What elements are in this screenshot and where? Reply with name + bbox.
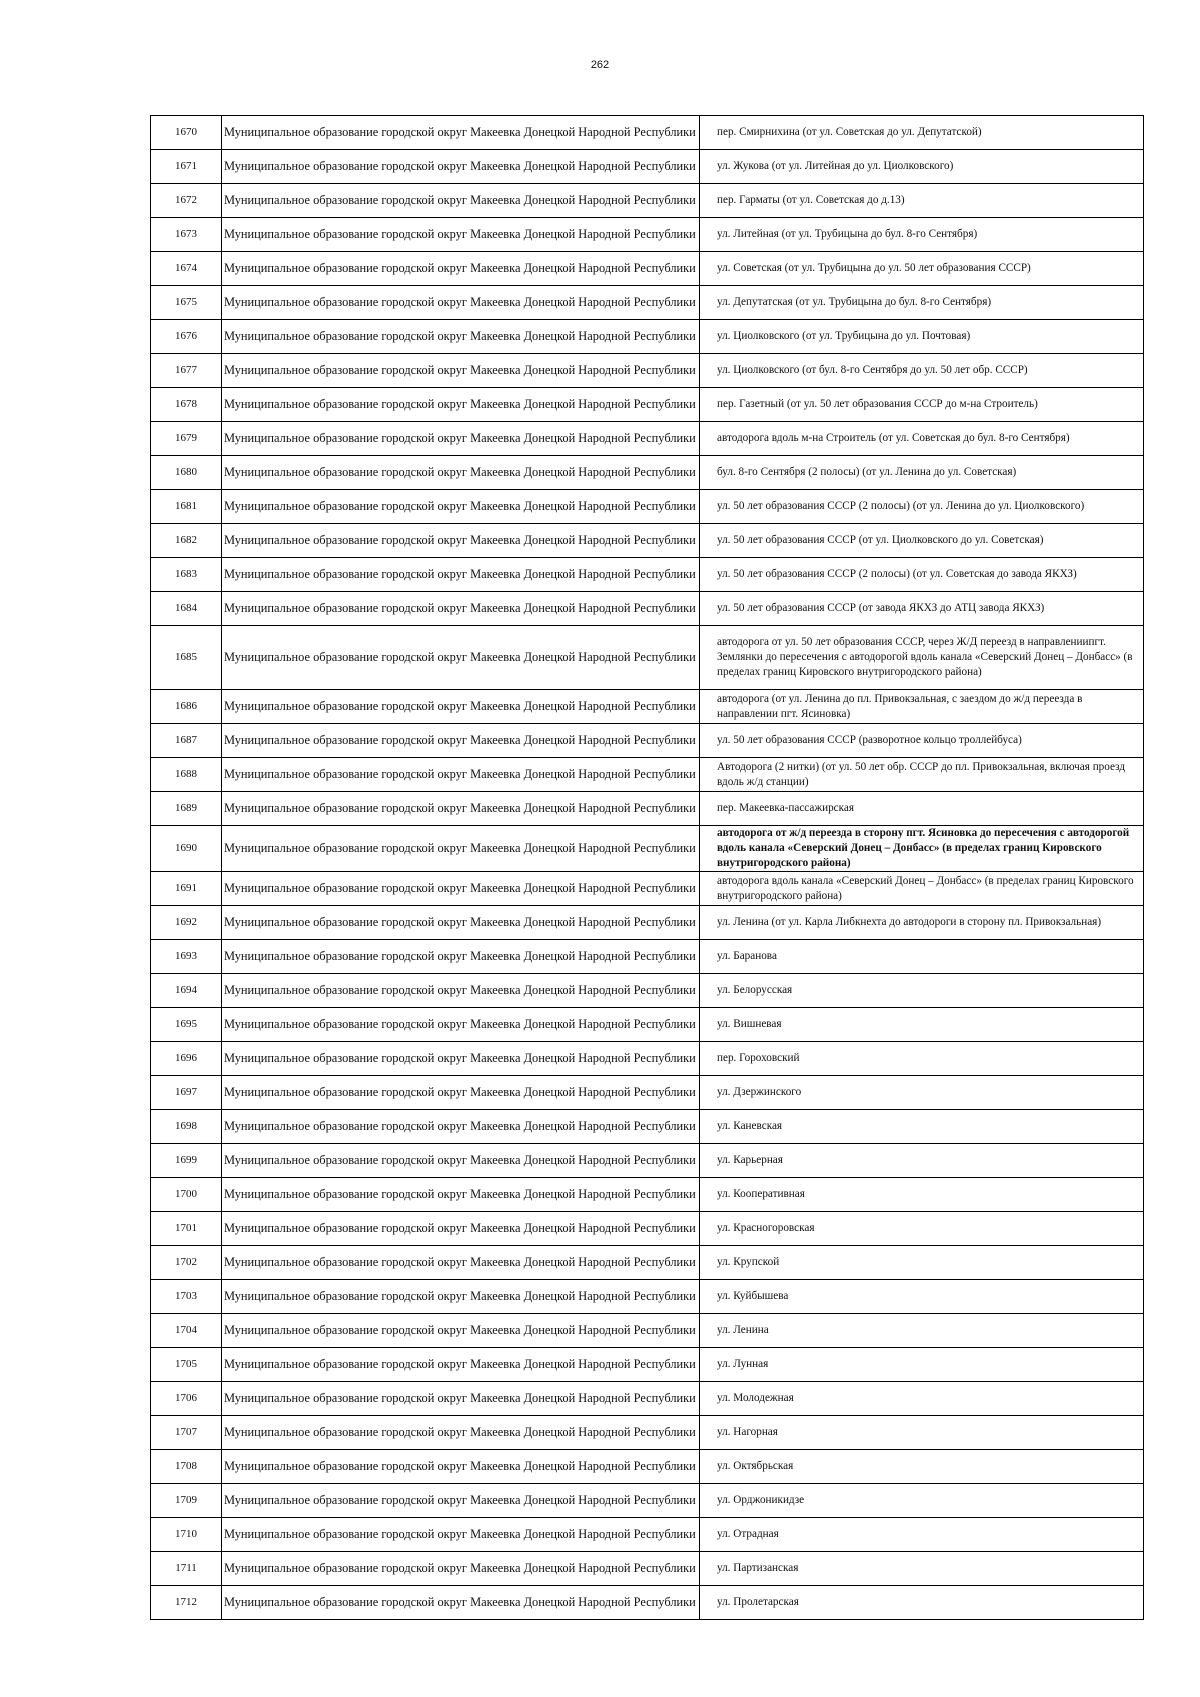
table-row — [151, 286, 1144, 320]
street-cell: пер. Гороховский — [700, 1042, 1144, 1076]
table-row — [151, 150, 1144, 184]
municipality-cell: Муниципальное образование городской округ Макеевка Донецкой Народной Республики — [222, 218, 700, 252]
table-row — [151, 626, 1144, 690]
street-cell: Автодорога (2 нитки) (от ул. 50 лет обр. СССР до пл. Привокзальная, включая проезд вдоль ж/д станции) — [700, 758, 1144, 792]
street-cell: ул. Отрадная — [700, 1518, 1144, 1552]
municipality-cell: Муниципальное образование городской округ Макеевка Донецкой Народной Республики — [222, 758, 700, 792]
municipality-cell: Муниципальное образование городской округ Макеевка Донецкой Народной Республики — [222, 626, 700, 690]
municipality-cell: Муниципальное образование городской округ Макеевка Донецкой Народной Республики — [222, 1552, 700, 1586]
municipality-cell: Муниципальное образование городской округ Макеевка Донецкой Народной Республики — [222, 1076, 700, 1110]
municipality-cell: Муниципальное образование городской округ Макеевка Донецкой Народной Республики — [222, 1110, 700, 1144]
street-cell: ул. Красногоровская — [700, 1212, 1144, 1246]
row-number-cell: 1672 — [151, 184, 222, 218]
street-cell: пер. Смирнихина (от ул. Советская до ул. Депутатской) — [700, 116, 1144, 150]
row-number-cell: 1689 — [151, 792, 222, 826]
street-cell: ул. Октябрьская — [700, 1450, 1144, 1484]
street-cell: ул. 50 лет образования СССР (от ул. Циолковского до ул. Советская) — [700, 524, 1144, 558]
table-row — [151, 388, 1144, 422]
row-number-cell: 1687 — [151, 724, 222, 758]
municipality-cell: Муниципальное образование городской округ Макеевка Донецкой Народной Республики — [222, 974, 700, 1008]
row-number-cell: 1699 — [151, 1144, 222, 1178]
municipality-cell: Муниципальное образование городской округ Макеевка Донецкой Народной Республики — [222, 252, 700, 286]
row-number-cell: 1698 — [151, 1110, 222, 1144]
row-number-cell: 1681 — [151, 490, 222, 524]
municipality-cell: Муниципальное образование городской округ Макеевка Донецкой Народной Республики — [222, 1348, 700, 1382]
street-cell: ул. Крупской — [700, 1246, 1144, 1280]
municipality-cell: Муниципальное образование городской округ Макеевка Донецкой Народной Республики — [222, 1518, 700, 1552]
municipality-cell: Муниципальное образование городской округ Макеевка Донецкой Народной Республики — [222, 1280, 700, 1314]
street-cell: ул. Ленина — [700, 1314, 1144, 1348]
table-row — [151, 490, 1144, 524]
row-number-cell: 1704 — [151, 1314, 222, 1348]
row-number-cell: 1692 — [151, 906, 222, 940]
municipality-cell: Муниципальное образование городской округ Макеевка Донецкой Народной Республики — [222, 184, 700, 218]
row-number-cell: 1691 — [151, 872, 222, 906]
municipality-cell: Муниципальное образование городской округ Макеевка Донецкой Народной Республики — [222, 1484, 700, 1518]
street-cell: ул. Жукова (от ул. Литейная до ул. Циолковского) — [700, 150, 1144, 184]
table-row — [151, 1518, 1144, 1552]
row-number-cell: 1677 — [151, 354, 222, 388]
municipality-cell: Муниципальное образование городской округ Макеевка Донецкой Народной Республики — [222, 422, 700, 456]
table-row — [151, 872, 1144, 906]
row-number-cell: 1679 — [151, 422, 222, 456]
row-number-cell: 1670 — [151, 116, 222, 150]
table-row — [151, 558, 1144, 592]
row-number-cell: 1712 — [151, 1586, 222, 1620]
row-number-cell: 1700 — [151, 1178, 222, 1212]
municipality-cell: Муниципальное образование городской округ Макеевка Донецкой Народной Республики — [222, 490, 700, 524]
municipality-cell: Муниципальное образование городской округ Макеевка Донецкой Народной Республики — [222, 940, 700, 974]
municipality-cell: Муниципальное образование городской округ Макеевка Донецкой Народной Республики — [222, 150, 700, 184]
street-cell: ул. Советская (от ул. Трубицына до ул. 50 лет образования СССР) — [700, 252, 1144, 286]
street-cell: автодорога от ул. 50 лет образования СССР, через Ж/Д переезд в направлениипгт. Землянки до пересечения с автодорогой вдоль канала «Северский Донец – Донбасс» (в пределах границ Кировского внутригородского района) — [700, 626, 1144, 690]
street-cell: ул. Орджоникидзе — [700, 1484, 1144, 1518]
table-row — [151, 1008, 1144, 1042]
municipality-cell: Муниципальное образование городской округ Макеевка Донецкой Народной Республики — [222, 1416, 700, 1450]
municipality-cell: Муниципальное образование городской округ Макеевка Донецкой Народной Республики — [222, 872, 700, 906]
municipality-cell: Муниципальное образование городской округ Макеевка Донецкой Народной Республики — [222, 1008, 700, 1042]
municipality-cell: Муниципальное образование городской округ Макеевка Донецкой Народной Республики — [222, 792, 700, 826]
row-number-cell: 1685 — [151, 626, 222, 690]
row-number-cell: 1697 — [151, 1076, 222, 1110]
street-cell: ул. Циолковского (от бул. 8-го Сентября до ул. 50 лет обр. СССР) — [700, 354, 1144, 388]
registry-table-body — [151, 116, 1144, 1620]
street-cell: ул. Кооперативная — [700, 1178, 1144, 1212]
municipality-cell: Муниципальное образование городской округ Макеевка Донецкой Народной Республики — [222, 1450, 700, 1484]
street-cell: автодорога от ж/д переезда в сторону пгт. Ясиновка до пересечения с автодорогой вдоль канала «Северский Донец – Донбасс» (в пределах границ Кировского внутригородского района) — [700, 826, 1144, 872]
municipality-cell: Муниципальное образование городской округ Макеевка Донецкой Народной Республики — [222, 1144, 700, 1178]
street-cell: ул. Пролетарская — [700, 1586, 1144, 1620]
street-cell: ул. Молодежная — [700, 1382, 1144, 1416]
row-number-cell: 1710 — [151, 1518, 222, 1552]
table-row — [151, 1382, 1144, 1416]
street-cell: автодорога вдоль канала «Северский Донец – Донбасс» (в пределах границ Кировского внутригородского района) — [700, 872, 1144, 906]
street-cell: ул. 50 лет образования СССР (от завода ЯКХЗ до АТЦ завода ЯКХЗ) — [700, 592, 1144, 626]
municipality-cell: Муниципальное образование городской округ Макеевка Донецкой Народной Республики — [222, 524, 700, 558]
municipality-cell: Муниципальное образование городской округ Макеевка Донецкой Народной Республики — [222, 592, 700, 626]
table-row — [151, 906, 1144, 940]
row-number-cell: 1676 — [151, 320, 222, 354]
municipality-cell: Муниципальное образование городской округ Макеевка Донецкой Народной Республики — [222, 1246, 700, 1280]
table-row — [151, 1042, 1144, 1076]
table-row — [151, 1110, 1144, 1144]
row-number-cell: 1680 — [151, 456, 222, 490]
row-number-cell: 1688 — [151, 758, 222, 792]
municipality-cell: Муниципальное образование городской округ Макеевка Донецкой Народной Республики — [222, 116, 700, 150]
street-cell: ул. Нагорная — [700, 1416, 1144, 1450]
municipality-cell: Муниципальное образование городской округ Макеевка Донецкой Народной Республики — [222, 906, 700, 940]
row-number-cell: 1702 — [151, 1246, 222, 1280]
table-row — [151, 1076, 1144, 1110]
street-cell: ул. Куйбышева — [700, 1280, 1144, 1314]
row-number-cell: 1709 — [151, 1484, 222, 1518]
municipality-cell: Муниципальное образование городской округ Макеевка Донецкой Народной Республики — [222, 690, 700, 724]
registry-table — [150, 115, 1144, 1620]
street-cell: пер. Макеевка-пассажирская — [700, 792, 1144, 826]
table-row — [151, 252, 1144, 286]
street-cell: ул. Партизанская — [700, 1552, 1144, 1586]
street-cell: пер. Газетный (от ул. 50 лет образования СССР до м-на Строитель) — [700, 388, 1144, 422]
street-cell: бул. 8-го Сентября (2 полосы) (от ул. Ленина до ул. Советская) — [700, 456, 1144, 490]
row-number-cell: 1707 — [151, 1416, 222, 1450]
street-cell: ул. Циолковского (от ул. Трубицына до ул. Почтовая) — [700, 320, 1144, 354]
municipality-cell: Муниципальное образование городской округ Макеевка Донецкой Народной Республики — [222, 320, 700, 354]
municipality-cell: Муниципальное образование городской округ Макеевка Донецкой Народной Республики — [222, 1212, 700, 1246]
street-cell: ул. Дзержинского — [700, 1076, 1144, 1110]
table-row — [151, 1416, 1144, 1450]
street-cell: ул. Карьерная — [700, 1144, 1144, 1178]
municipality-cell: Муниципальное образование городской округ Макеевка Донецкой Народной Республики — [222, 826, 700, 872]
row-number-cell: 1706 — [151, 1382, 222, 1416]
table-row — [151, 184, 1144, 218]
street-cell: ул. 50 лет образования СССР (2 полосы) (от ул. Ленина до ул. Циолковского) — [700, 490, 1144, 524]
municipality-cell: Муниципальное образование городской округ Макеевка Донецкой Народной Республики — [222, 1314, 700, 1348]
table-row — [151, 422, 1144, 456]
row-number-cell: 1674 — [151, 252, 222, 286]
table-row — [151, 758, 1144, 792]
table-row — [151, 1450, 1144, 1484]
street-cell: ул. Ленина (от ул. Карла Либкнехта до автодороги в сторону пл. Привокзальная) — [700, 906, 1144, 940]
table-row — [151, 1348, 1144, 1382]
row-number-cell: 1690 — [151, 826, 222, 872]
table-row — [151, 116, 1144, 150]
row-number-cell: 1673 — [151, 218, 222, 252]
street-cell: ул. 50 лет образования СССР (2 полосы) (от ул. Советская до завода ЯКХЗ) — [700, 558, 1144, 592]
street-cell: ул. Баранова — [700, 940, 1144, 974]
row-number-cell: 1682 — [151, 524, 222, 558]
table-row — [151, 1280, 1144, 1314]
table-row — [151, 1144, 1144, 1178]
street-cell: пер. Гарматы (от ул. Советская до д.13) — [700, 184, 1144, 218]
table-row — [151, 592, 1144, 626]
street-cell: ул. 50 лет образования СССР (разворотное кольцо троллейбуса) — [700, 724, 1144, 758]
table-row — [151, 1552, 1144, 1586]
municipality-cell: Муниципальное образование городской округ Макеевка Донецкой Народной Республики — [222, 1178, 700, 1212]
row-number-cell: 1703 — [151, 1280, 222, 1314]
municipality-cell: Муниципальное образование городской округ Макеевка Донецкой Народной Республики — [222, 286, 700, 320]
table-row — [151, 940, 1144, 974]
table-row — [151, 354, 1144, 388]
table-row — [151, 456, 1144, 490]
row-number-cell: 1694 — [151, 974, 222, 1008]
table-row — [151, 1246, 1144, 1280]
row-number-cell: 1705 — [151, 1348, 222, 1382]
row-number-cell: 1693 — [151, 940, 222, 974]
row-number-cell: 1675 — [151, 286, 222, 320]
row-number-cell: 1708 — [151, 1450, 222, 1484]
table-row — [151, 724, 1144, 758]
street-cell: ул. Белорусская — [700, 974, 1144, 1008]
row-number-cell: 1683 — [151, 558, 222, 592]
municipality-cell: Муниципальное образование городской округ Макеевка Донецкой Народной Республики — [222, 456, 700, 490]
street-cell: ул. Каневская — [700, 1110, 1144, 1144]
street-cell: автодорога (от ул. Ленина до пл. Привокзальная, с заездом до ж/д переезда в направлении пгт. Ясиновка) — [700, 690, 1144, 724]
page-number: 262 — [590, 59, 610, 71]
municipality-cell: Муниципальное образование городской округ Макеевка Донецкой Народной Республики — [222, 1586, 700, 1620]
street-cell: автодорога вдоль м-на Строитель (от ул. Советская до бул. 8-го Сентября) — [700, 422, 1144, 456]
table-row — [151, 792, 1144, 826]
street-cell: ул. Лунная — [700, 1348, 1144, 1382]
row-number-cell: 1696 — [151, 1042, 222, 1076]
row-number-cell: 1686 — [151, 690, 222, 724]
row-number-cell: 1684 — [151, 592, 222, 626]
municipality-cell: Муниципальное образование городской округ Макеевка Донецкой Народной Республики — [222, 1382, 700, 1416]
table-row — [151, 1314, 1144, 1348]
row-number-cell: 1701 — [151, 1212, 222, 1246]
table-row — [151, 524, 1144, 558]
table-row — [151, 320, 1144, 354]
municipality-cell: Муниципальное образование городской округ Макеевка Донецкой Народной Республики — [222, 558, 700, 592]
row-number-cell: 1678 — [151, 388, 222, 422]
municipality-cell: Муниципальное образование городской округ Макеевка Донецкой Народной Республики — [222, 388, 700, 422]
row-number-cell: 1671 — [151, 150, 222, 184]
table-row — [151, 974, 1144, 1008]
table-row — [151, 826, 1144, 872]
municipality-cell: Муниципальное образование городской округ Макеевка Донецкой Народной Республики — [222, 354, 700, 388]
municipality-cell: Муниципальное образование городской округ Макеевка Донецкой Народной Республики — [222, 1042, 700, 1076]
row-number-cell: 1711 — [151, 1552, 222, 1586]
table-row — [151, 690, 1144, 724]
row-number-cell: 1695 — [151, 1008, 222, 1042]
street-cell: ул. Вишневая — [700, 1008, 1144, 1042]
table-row — [151, 1484, 1144, 1518]
street-cell: ул. Литейная (от ул. Трубицына до бул. 8-го Сентября) — [700, 218, 1144, 252]
municipality-cell: Муниципальное образование городской округ Макеевка Донецкой Народной Республики — [222, 724, 700, 758]
table-row — [151, 1586, 1144, 1620]
table-row — [151, 1212, 1144, 1246]
table-row — [151, 218, 1144, 252]
table-row — [151, 1178, 1144, 1212]
street-cell: ул. Депутатская (от ул. Трубицына до бул. 8-го Сентября) — [700, 286, 1144, 320]
